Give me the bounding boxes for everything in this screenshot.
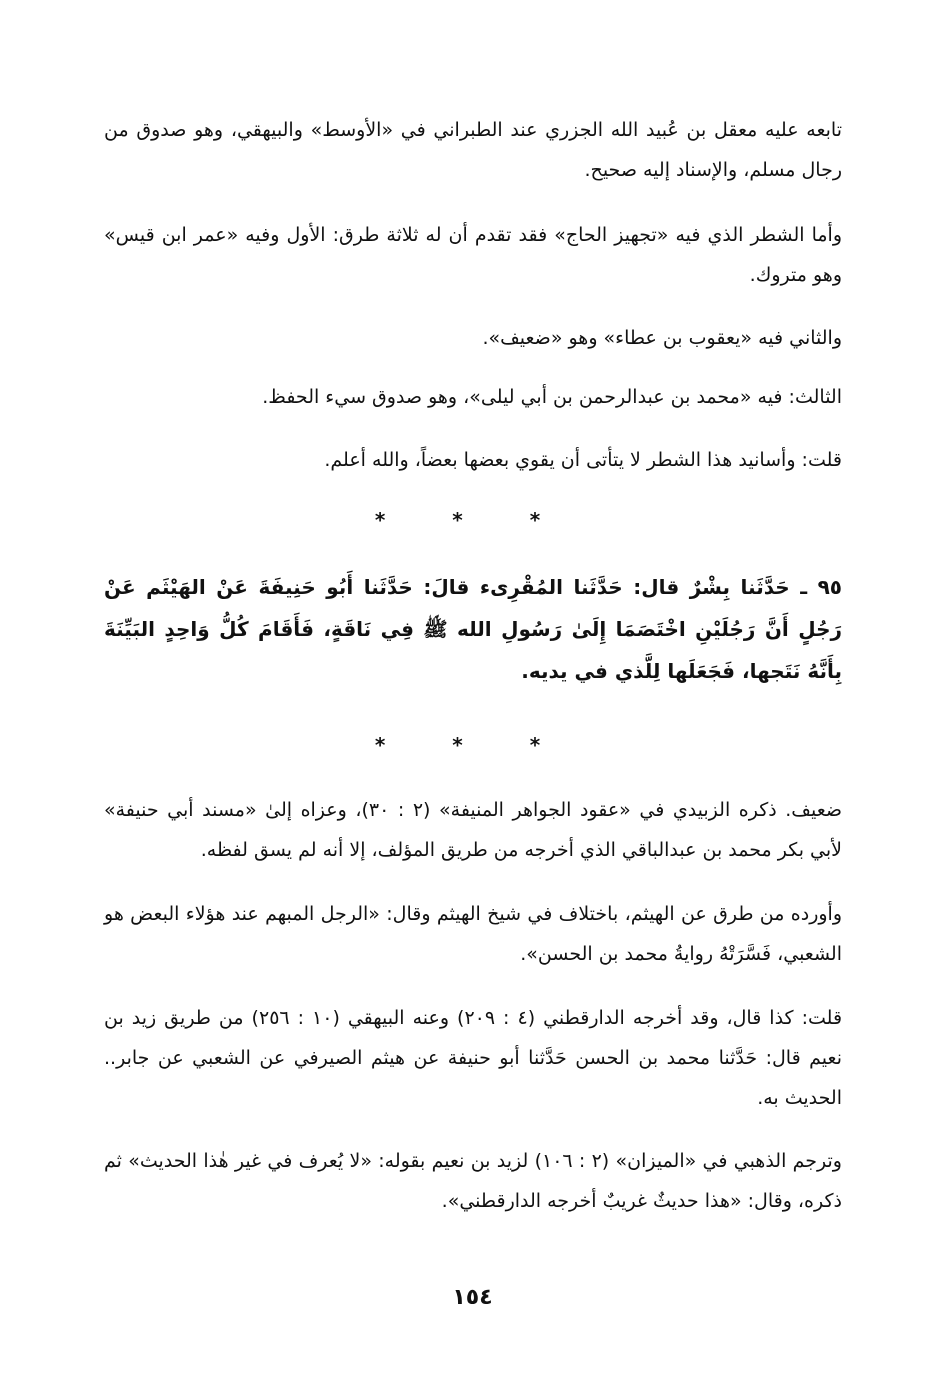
paragraph-haytham-routes: وأورده من طرق عن الهيثم، باختلاف في شيخ الهيثم وقال: «الرجل المبهم عند هؤلاء البعض هو الشعبي، فَسَّرَتْهُ روايةُ محمد بن الحسن». (104, 903, 842, 965)
paragraph-dhahabi: وترجم الذهبي في «الميزان» (٢ : ١٠٦) لزيد بن نعيم بقوله: «لا يُعرف في غير هٰذا الحديث» ثم ذكره، وقال: «هذا حديثٌ غريبٌ أخرجه الدارقطني». (104, 1150, 842, 1212)
separator-stars-bottom: * * * (374, 733, 571, 757)
paragraph-tajhiz-al-hajj: وأما الشطر الذي فيه «تجهيز الحاج» فقد تقدم أن له ثلاثة طرق: الأول وفيه «عمر ابن قيس» وهو متروك. (104, 224, 842, 286)
page-number: ١٥٤ (452, 1285, 493, 1310)
hadith-95-text: ٩٥ ـ حَدَّثَنا بِشْرٌ قال: حَدَّثَنا المُقْرِىء قالَ: حَدَّثَنا أَبُو حَنِيفَةَ عَنْ الهَيْثَم عَنْ رَجُلٍ أَنَّ رَجُلَيْنِ اخْتَصَمَا إِلَىٰ رَسُولِ الله ﷺ فِي نَاقَةٍ، فَأَقَامَ كُلُّ وَاحِدٍ البَيِّنَةَ بِأَنَّهُ نَتَجها، فَجَعَلَها لِلَّذي في يديه. (104, 575, 842, 683)
paragraph-third-route: الثالث: فيه «محمد بن عبدالرحمن بن أبي ليلى»، وهو صدوق سيء الحفظ. (262, 386, 842, 408)
separator-stars-top: * * * (374, 508, 571, 532)
paragraph-author-comment: قلت: وأسانيد هذا الشطر لا يتأتى أن يقوي بعضها بعضاً، والله أعلم. (324, 449, 842, 471)
paragraph-zabidi: ضعيف. ذكره الزبيدي في «عقود الجواهر المنيفة» (٢ : ٣٠)، وعزاه إلىٰ «مسند أبي حنيفة» لأبي بكر محمد بن عبدالباقي الذي أخرجه من طريق المؤلف، إلا أنه لم يسق لفظه. (104, 799, 843, 861)
paragraph-daraqutni: قلت: كذا قال، وقد أخرجه الدارقطني (٤ : ٢٠٩) وعنه البيهقي (١٠ : ٢٥٦) من طريق زيد بن نعيم قال: حَدَّثنا محمد بن الحسن حَدَّثنا أبو حنيفة عن هيثم الصيرفي عن الشعبي عن جابر.. الحديث به. (104, 1007, 843, 1109)
paragraph-second-route: والثاني فيه «يعقوب بن عطاء» وهو «ضعيف». (482, 327, 842, 349)
paragraph-mutaba: تابعه عليه معقل بن عُبيد الله الجزري عند الطبراني في «الأوسط» والبيهقي، وهو صدوق من رجال مسلم، والإسناد إليه صحيح. (104, 119, 842, 181)
